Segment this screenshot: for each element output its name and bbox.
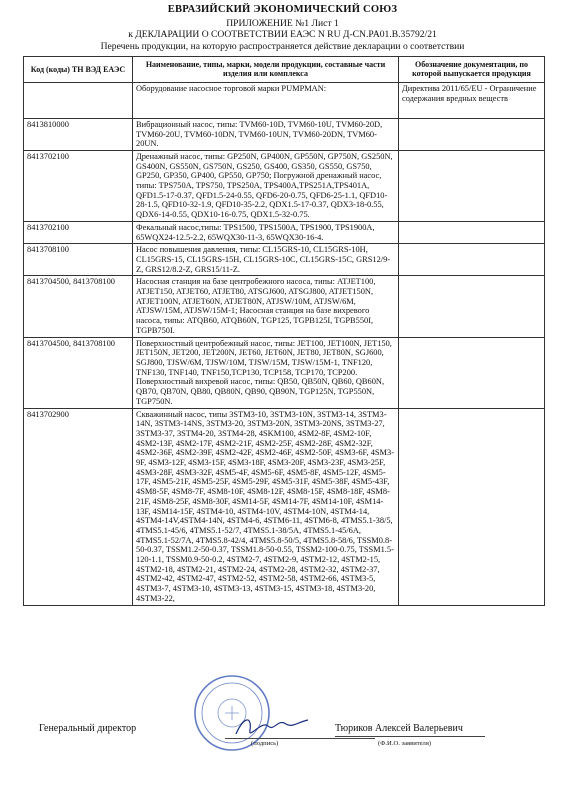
- table-row: [24, 221, 545, 243]
- row-code: 8413702100: [24, 150, 133, 221]
- product-table: [23, 56, 545, 606]
- header-name: Наименование, типы, марки, модели продукции, составные части изделия или комплекса: [133, 57, 399, 83]
- row-name: Насосная станция на базе центробежного насоса, типы: ATJET100, ATJET150, ATJET60, ATJET80, ATSGJ600, ATSGJ800, ATJET150N, ATJET100N, ATJET60N, ATJET80N, ATJSW/10M, ATJSW/6M, ATJSW/15M, ATJSW/15M-1; Насосная станция на базе вихревого насоса, типы: ATQB60, ATQB60N, TGP125, TGPB125I, TGPB550I, TGPB750I.: [133, 276, 399, 337]
- table-row: [24, 276, 545, 337]
- name-line: [335, 736, 485, 737]
- row-code: 8413704500, 8413708100: [24, 276, 133, 337]
- row-name: Дренажный насос, типы: GP250N, GP400N, GP550N, GP750N, GS250N, GS400N, GS550N, GS750N, GS250, GS400, GS350, GS550, GS750, GP250, GP350, GP400, GP550, GP750; Погружной дренажный насос, типы: TPS750A, TPS750, TPS250A, TPS400A,TPS251A,TPS401A, QFD1.5-17-0.37, QFD1.5-24-0.55, QFD6-20-0.75, QFD6-25-1.1, QFD10-28-1.5, QFD10-32-1.9, QFD10-35-2.2, QDX1.5-17-0.37, QDX3-18-0.55, QDX6-14-0.55, QDX10-16-0.75, QDX1.5-32-0.75.: [133, 150, 399, 221]
- union-title: ЕВРАЗИЙСКИЙ ЭКОНОМИЧЕСКИЙ СОЮЗ: [167, 4, 398, 15]
- row-name: Насос повышения давления, типы: CL15GRS-10, CL15GRS-10H, CL15GRS-15, CL15GRS-15H, CL15GRS-10C, CL15GRS-15C, GRS12/9-Z, GRS12/8.2-Z, GRS15/11-Z.: [133, 244, 399, 276]
- row-docs: [399, 150, 545, 221]
- row-code: 8413810000: [24, 118, 133, 150]
- row-code: 8413702100: [24, 221, 133, 243]
- table-row: [24, 150, 545, 221]
- name-caption: (Ф.И.О. заявителя): [378, 740, 432, 747]
- table-row: [24, 337, 545, 408]
- row-name: Оборудование насосное торговой марки PUMPMAN:: [133, 82, 399, 118]
- row-docs: [399, 408, 545, 605]
- row-docs: [399, 118, 545, 150]
- list-subtitle: Перечень продукции, на которую распространяется действие декларации о соответствии: [100, 41, 465, 52]
- row-name: Поверхностный центробежный насос, типы: JET100, JET100N, JET150, JET150N, JET200, JET200N, JET60, JET60N, JET80, JET80N, SGJ600, SGJ800, TJSW/6M, TJSW/10M, TJSW/15M, TJSW/15M-1, TNF120, TNF130, TNF140, TNF150,TCP130, TCP158, TCP170, TCP200. Поверхностный вихревой насос, типы: QB50, QB50N, QB60, QB60N, QB70, QB70N, QB80, QB80N, QB90, QB90N, TGP125N, TGP550N, TGP750N.: [133, 337, 399, 408]
- row-code: 8413704500, 8413708100: [24, 337, 133, 408]
- header-code: Код (коды) ТН ВЭД ЕАЭС: [24, 57, 133, 83]
- row-docs: [399, 221, 545, 243]
- row-code: 8413702900: [24, 408, 133, 605]
- signer-name: Тюриков Алексей Валерьевич: [335, 723, 463, 734]
- header-docs: Обозначение документации, по которой выпускается продукция: [399, 57, 545, 83]
- table-row: [24, 82, 545, 118]
- table-row: [24, 118, 545, 150]
- signer-position: Генеральный директор: [39, 723, 137, 734]
- row-code: 8413708100: [24, 244, 133, 276]
- row-code: [24, 82, 133, 118]
- table-row: [24, 408, 545, 605]
- appendix-label: ПРИЛОЖЕНИЕ №1 Лист 1: [226, 18, 339, 29]
- table-row: [24, 244, 545, 276]
- row-name: Фекальный насос,типы: TPS1500, TPS1500A, TPS1900, TPS1900A, 65WQX24-12.5-2.2, 65WQX30-11-3, 65WQX30-16-4.: [133, 221, 399, 243]
- row-name: Вибрационный насос, типы: TVM60-10D, TVM60-10U, TVM60-20D, TVM60-20U, TVM60-10DN, TVM60-10UN, TVM60-20DN, TVM60-20UN.: [133, 118, 399, 150]
- signature-line: [225, 738, 375, 739]
- row-docs: [399, 244, 545, 276]
- signature-caption: (подпись): [251, 740, 279, 747]
- row-docs: [399, 337, 545, 408]
- row-docs: [399, 276, 545, 337]
- declaration-number: к ДЕКЛАРАЦИИ О СООТВЕТСТВИИ ЕАЭС N RU Д-CN.PA01.B.35792/21: [128, 29, 437, 40]
- row-docs: Директива 2011/65/EU - Ограничение содержания вредных веществ: [399, 82, 545, 118]
- table-header-row: [24, 57, 545, 83]
- row-name: Скважинный насос, типы 3STM3-10, 3STM3-10N, 3STM3-14, 3STM3-14N, 3STM3-14NS, 3STM3-20, 3STM3-20N, 3STM3-20NS, 3STM3-27, 3STM3-37, 3STM4-20, 3STM4-28, 4SKM100, 4SM2-8F, 4SM2-10F, 4SM2-13F, 4SM2-17F, 4SM2-21F, 4SM2-25F, 4SM2-28F, 4SM2-32F, 4SM2-36F, 4SM2-39F, 4SM2-42F, 4SM2-46F, 4SM2-50F, 4SM3-6F, 4SM3-9F, 4SM3-12F, 4SM3-15F, 4SM3-18F, 4SM3-20F, 4SM3-23F, 4SM3-25F, 4SM3-28F, 4SM3-32F, 4SM5-4F, 4SM5-6F, 4SM5-8F, 4SM5-12F, 4SM5-17F, 4SM5-21F, 4SM5-25F, 4SM5-29F, 4SM5-31F, 4SM5-38F, 4SM5-43F, 4SM8-5F, 4SM8-7F, 4SM8-10F, 4SM8-12F, 4SM8-15F, 4SM8-18F, 4SM8-21F, 4SM8-25F, 4SM8-30F, 4SM14-5F, 4SM14-7F, 4SM14-10F, 4SM14-13F, 4SM14-15F, 4STM4-10, 4STM4-10V, 4STM4-10N, 4STM4-14, 4STM4-14V,4STM4-14N, 4STM4-6, 4STM6-11, 4STM6-8, 4TMS5.1-38/5, 4TMS5.1-45/6, 4TMS5.1-52/7, 4TMS5.1-38/5A, 4TMS5.1-45/6A, 4TMS5.1-52/7A, 4TMS5.8-42/4, 4TMS5.8-50/5, 4TMS5.8-58/6, TSSM0.8-50-0.37, TSSM1.2-50-0.37, TSSM1.8-50-0.55, TSSM2-100-0.75, TSSM1.5-120-1.1, TSSM0.9-50-0.2, 4STM2-7, 4STM2-9, 4STM2-12, 4STM2-15, 4STM2-18, 4STM2-21, 4STM2-24, 4STM2-28, 4STM2-32, 4STM2-37, 4STM2-42, 4STM2-47, 4STM2-52, 4STM2-58, 4STM2-66, 4STM3-5, 4STM3-7, 4STM3-10, 4STM3-13, 4STM3-15, 4STM3-18, 4STM3-20, 4STM3-22,: [133, 408, 399, 605]
